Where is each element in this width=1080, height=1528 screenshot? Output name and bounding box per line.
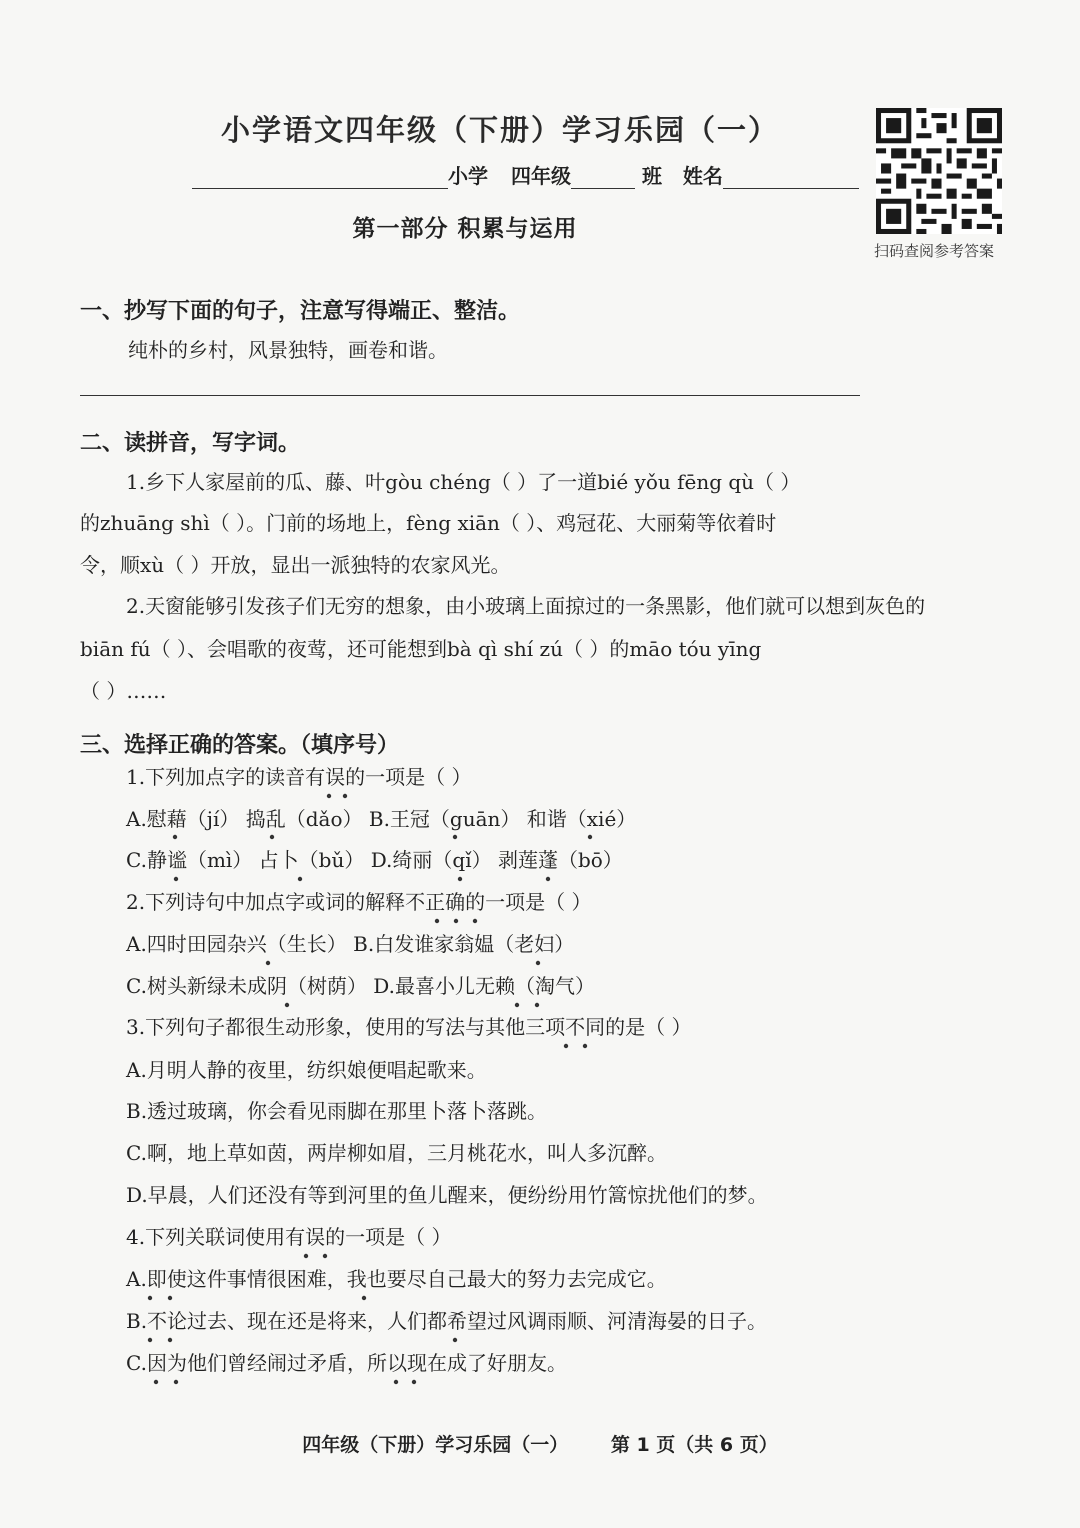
section-3-heading: 三、选择正确的答案。（填序号） [80,733,400,758]
emphasis-dot [173,835,177,839]
emphasis-dot [435,919,439,923]
class-label: 班 [641,164,662,188]
emphasis-dot [285,1003,289,1007]
mc-q2-options-cd: C.树头新绿未成阴（树荫） D.最喜小儿无赖（淘气） [126,974,595,998]
emphasis-dot [327,794,331,798]
mc-q2: 2.下列诗句中加点字或词的解释不正确的一项是（ ） [126,890,592,914]
school-suffix: 小学 [448,164,488,188]
pinyin-q1-line3: 令，顺xù（ ）开放，显出一派独特的农家风光。 [80,553,511,577]
page-footer [0,1430,1080,1457]
emphasis-dot [362,1296,366,1300]
emphasis-dot [583,1044,587,1048]
mc-q3: 3.下列句子都很生动形象，使用的写法与其他三项不同的是（ ） [126,1015,692,1039]
emphasis-dot [174,1380,178,1384]
emphasis-dot [343,794,347,798]
emphasis-dot [412,1380,416,1384]
pinyin-q2-line2: biān fú（ ）、会唱歌的夜莺，还可能想到bà qì shí zú（ ）的māo tóu yīng [80,637,762,661]
emphasis-dot [168,1338,172,1342]
emphasis-dot [298,877,302,881]
emphasis-dot [453,835,457,839]
emphasis-dot [168,1296,172,1300]
mc-q1-options-ab: A.慰藉（jí） 捣乱（dǎo） B.王冠（guān） 和谐（xié） [126,807,637,831]
emphasis-dot [535,1003,539,1007]
mc-q4: 4.下列关联词使用有误的一项是（ ） [126,1225,452,1249]
emphasis-dot [458,877,462,881]
grade-label: 四年级 [510,164,571,188]
emphasis-dot [270,835,274,839]
mc-q4-option-b: B.不论过去、现在还是将来，人们都希望过风调雨顺、河清海晏的日子。 [126,1309,768,1333]
mc-q2-options-ab: A.四时田园杂兴（生长） B.白发谁家翁媪（老妇） [126,932,575,956]
emphasis-dot [304,1254,308,1258]
emphasis-dot [473,919,477,923]
emphasis-dot [148,1338,152,1342]
mc-q4-option-a: A.即使这件事情很困难，我也要尽自己最大的努力去完成它。 [126,1267,667,1291]
emphasis-dot [323,1254,327,1258]
emphasis-dot [148,1296,152,1300]
qr-caption: 扫码查阅参考答案 [874,242,995,260]
copy-sentence: 纯朴的乡村，风景独特，画卷和谐。 [128,338,448,362]
name-label: 姓名 [682,164,723,188]
emphasis-dot [174,877,178,881]
mc-q4-option-c: C.因为他们曾经闹过矛盾，所以现在成了好朋友。 [126,1351,567,1375]
pinyin-q2-line3: （ ）…… [80,679,167,703]
emphasis-dot [564,1044,568,1048]
pinyin-q1-line2: 的zhuāng shì（ ）。门前的场地上，fèng xiān（ ）、鸡冠花、大丽菊等依着时 [80,511,777,535]
mc-q3-option-a: A.月明人静的夜里，纺织娘便唱起歌来。 [126,1058,487,1082]
emphasis-dot [454,919,458,923]
emphasis-dot [154,1380,158,1384]
mc-q3-option-c: C.啊，地上草如茵，两岸柳如眉，三月桃花水，叫人多沉醉。 [126,1141,667,1165]
emphasis-dot [394,1380,398,1384]
emphasis-dot [515,1003,519,1007]
pinyin-q2-line1: 2.天窗能够引发孩子们无穷的想象，由小玻璃上面掠过的一条黑影，他们就可以想到灰色的 [126,594,926,618]
emphasis-dot [588,835,592,839]
emphasis-dot [453,1338,457,1342]
section-2-heading: 二、读拼音，写字词。 [80,431,301,456]
mc-q1: 1.下列加点字的读音有误的一项是（ ） [126,765,472,789]
part-title: 第一部分 积累与运用 [352,216,578,242]
emphasis-dot [536,961,540,965]
footer-page-number: 第 1 页（共 6 页） [610,1434,778,1456]
emphasis-dot [546,877,550,881]
mc-q3-option-b: B.透过玻璃，你会看见雨脚在那里卜落卜落跳。 [126,1099,548,1123]
mc-q1-options-cd: C.静谧（mì） 占卜（bǔ） D.绮丽（qǐ） 剥莲蓬（bō） [126,848,623,872]
pinyin-q1-line1: 1.乡下人家屋前的瓜、藤、叶gòu chéng（ ）了一道bié yǒu fēng qù（ ） [126,470,801,494]
page-title: 小学语文四年级（下册）学习乐园（一） [220,113,779,147]
section-1-heading: 一、抄写下面的句子，注意写得端正、整洁。 [80,299,521,324]
emphasis-dot [266,961,270,965]
mc-q3-option-d: D.早晨，人们还没有等到河里的鱼儿醒来，便纷纷用竹篙惊扰他们的梦。 [126,1183,768,1207]
footer-title: 四年级（下册）学习乐园（一） [302,1434,569,1456]
